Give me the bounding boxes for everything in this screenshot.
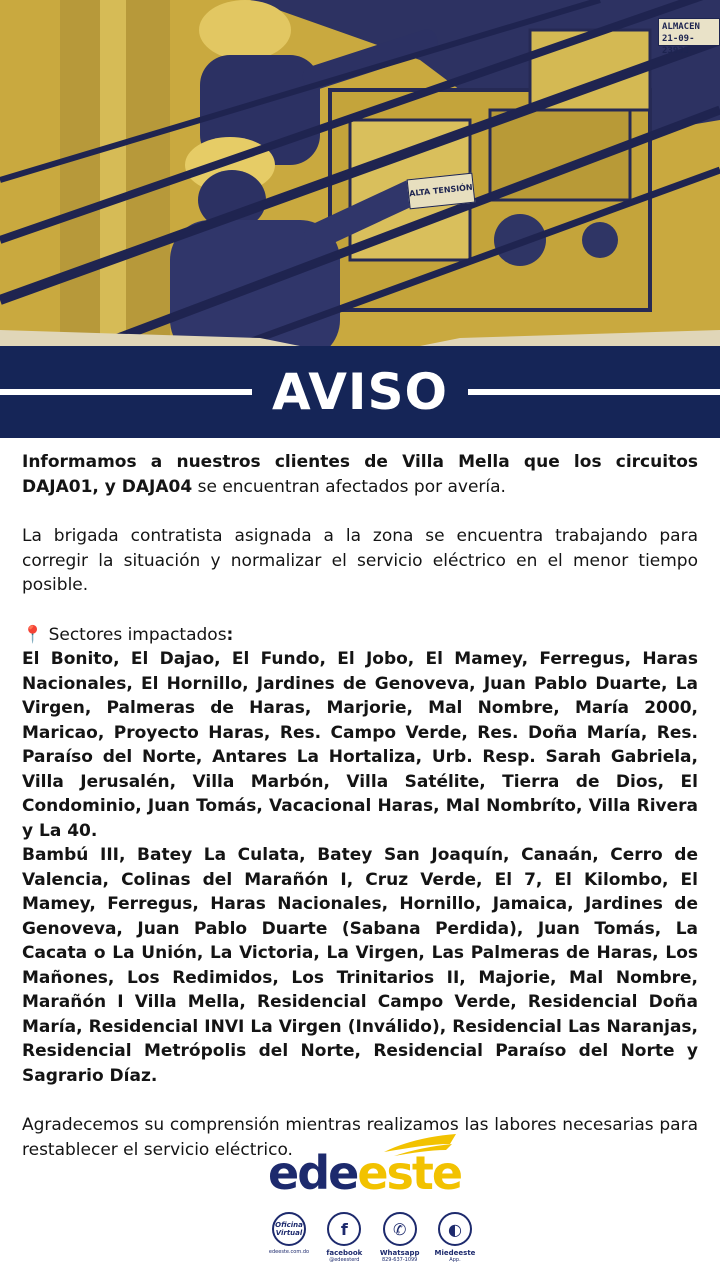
equipment-tag xyxy=(658,18,720,56)
edeeste-logo xyxy=(268,1132,478,1202)
aviso-banner xyxy=(0,346,720,438)
social-label: Whatsapp xyxy=(379,1249,420,1257)
social-label: facebook xyxy=(326,1249,363,1257)
facebook-icon: f xyxy=(327,1212,361,1246)
social-sub: @edeesterd xyxy=(329,1257,360,1263)
social-sub: edeeste.com.do xyxy=(268,1249,310,1255)
brigade-paragraph: La brigada contratista asignada a la zona se encuentra trabajando para corregir la situación y normalizar el servicio eléctrico en el menor tiempo posible. xyxy=(22,526,698,595)
social-sub: 829-637-1099 xyxy=(381,1257,418,1263)
social-sub: App. xyxy=(449,1257,461,1263)
sectors-heading xyxy=(22,623,698,648)
app-link[interactable] xyxy=(432,1212,478,1276)
hero-photo xyxy=(0,0,720,360)
sectors-colon: : xyxy=(226,624,234,645)
social-links xyxy=(266,1212,478,1276)
whatsapp-link[interactable] xyxy=(377,1212,423,1276)
facebook-link[interactable] xyxy=(321,1212,367,1276)
intro-normal-text: se encuentran afectados por avería. xyxy=(192,476,506,497)
page-title: AVISO xyxy=(271,363,449,421)
closing-paragraph: Agradecemos su comprensión mientras realizamos las labores necesarias para restablecer el servicio eléctrico. xyxy=(22,1115,698,1160)
app-icon: ◐ xyxy=(438,1212,472,1246)
sectors-list-1: El Bonito, El Dajao, El Fundo, El Jobo, El Mamey, Ferregus, Haras Nacionales, El Hornillo, Jardines de Genoveva, Juan Pablo Duarte, La Virgen, Palmeras de Haras, Marjorie, Mal Nombre, María 2000, Maricao, Proyecto Haras, Res. Campo Verde, Res. Doña María, Res. Paraíso del Norte, Antares La Hortaliza, Urb. Resp. Sarah Gabriela, Villa Jerusalén, Villa Marbón, Villa Satélite, Tierra de Dios, El Condominio, Juan Tomás, Vacacional Haras, Mal Nombríto, Villa Rivera y La 40. xyxy=(22,649,698,841)
sectors-list-2: Bambú III, Batey La Culata, Batey San Joaquín, Canaán, Cerro de Valencia, Colinas del Marañón I, Cruz Verde, El 7, El Kilombo, El Mamey, Ferregus, Haras Nacionales, Hornillo, Jamaica, Jardines de Genoveva, Juan Pablo Duarte (Sabana Perdida), Juan Tomás, La Cacata o La Unión, La Victoria, La Virgen, Las Palmeras de Haras, Los Mañones, Los Redimidos, Los Trinitarios II, Majorie, Mal Nombre, Marañón I Villa Mella, Residencial Campo Verde, Residencial Doña María, Residencial INVI La Virgen (Inválido), Residencial Las Naranjas, Residencial Metrópolis del Norte, Residencial Paraíso del Norte y Sagrario Díaz. xyxy=(22,845,698,1086)
sectors-label: Sectores impactados xyxy=(43,624,227,645)
oficina-virtual-icon: Oficina Virtual xyxy=(272,1212,306,1246)
equipment-tag-line1: ALMACEN xyxy=(662,22,700,32)
logo-ede-text: ede xyxy=(268,1146,358,1200)
hero-illustration xyxy=(0,0,720,360)
whatsapp-icon: ✆ xyxy=(383,1212,417,1246)
social-label: Miedeeste xyxy=(434,1249,476,1257)
logo-este-text: este xyxy=(357,1146,462,1200)
oficina-virtual-link[interactable] xyxy=(266,1212,312,1276)
intro-paragraph xyxy=(22,450,698,499)
intro-bold-text: Informamos a nuestros clientes de Villa Mella que los circuitos DAJA01, y DAJA04 xyxy=(22,452,698,497)
pin-icon: 📍 xyxy=(22,624,44,645)
notice-content xyxy=(22,450,698,1162)
high-voltage-sign: ALTA TENSIÓN xyxy=(407,173,476,210)
equipment-tag-line2: 21-09-23933 xyxy=(662,34,695,56)
